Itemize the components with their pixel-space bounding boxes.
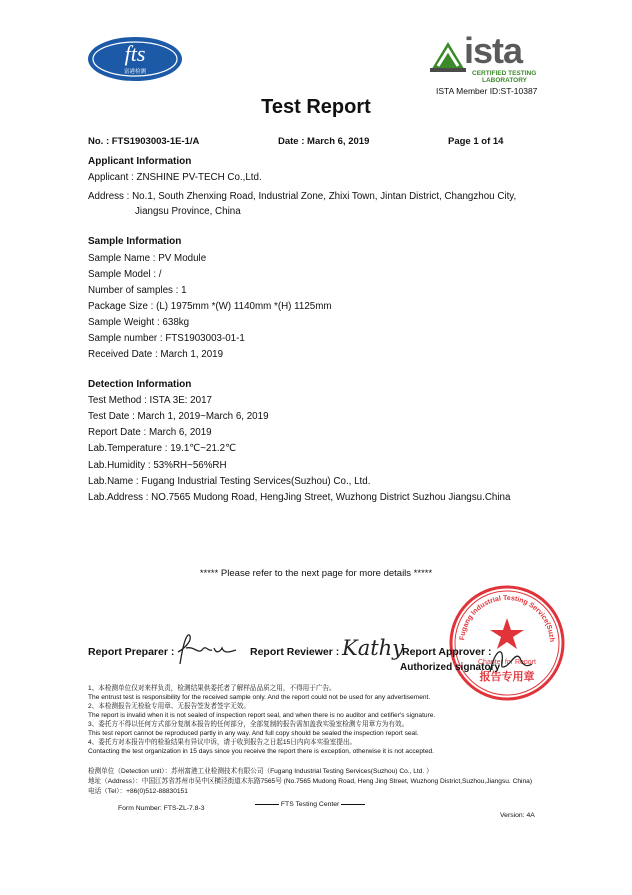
fts-logo	[86, 35, 184, 83]
lab-telephone: 电话（Tel）：+86(0)512-88830151	[88, 788, 188, 795]
detection-unit: 检测单位（Detection unit）：苏州富港工业检测技术有限公司（Fugang Industrial Testing Services(Suzhou) Co., Ltd. ）	[88, 768, 433, 775]
sample-line: Sample Model : /	[88, 269, 162, 280]
reviewer-label: Report Reviewer :	[250, 646, 340, 658]
lab-address: 地址（Address）：中国江苏省苏州市吴中区横泾街道木东路7565号 (No.7565 Mudong Road, Heng Jing Street, Wuzhong District,Suzhou,Jiangsu. China)	[88, 778, 533, 785]
approver-signature	[486, 646, 536, 681]
page-title: Test Report	[261, 96, 371, 118]
detection-line: Test Method : ISTA 3E: 2017	[88, 395, 212, 406]
ista-sub-line2: LABORATORY	[482, 77, 528, 84]
sample-heading: Sample Information	[88, 236, 182, 247]
ista-sub-line1: CERTIFIED TESTING	[472, 70, 537, 77]
testing-center	[255, 801, 365, 808]
official-seal	[448, 584, 566, 702]
sample-line: Package Size : (L) 1975mm *(W) 1140mm *(H) 1125mm	[88, 301, 332, 312]
seal-outer-text: Fugang Industrial Testing Service(Suzh	[459, 594, 556, 643]
applicant-address: Address : No.1, South Zhenxing Road, Industrial Zone, Zhixi Town, Jintan District, Changzhou City,	[88, 191, 517, 202]
detection-line: Lab.Address : NO.7565 Mudong Road, HengJing Street, Wuzhong District Suzhou Jiangsu.China	[88, 492, 511, 503]
sample-line: Sample Name : PV Module	[88, 253, 207, 264]
applicant-heading: Applicant Information	[88, 156, 192, 167]
seal-bottom-text: Chapter for Report	[478, 659, 536, 666]
page-number: Page 1 of 14	[448, 136, 504, 147]
sample-line: Sample Weight : 638kg	[88, 317, 190, 328]
note-line: 4、委托方对本报告中的检验结果有异议申诉，请于收到报告之日起15日内向本实验室提出。	[88, 739, 357, 746]
ista-logo-word: ista	[464, 30, 523, 71]
form-number: Form Number: FTS-ZL-7.8-3	[118, 805, 205, 812]
note-line: This test report cannot be reproduced partly in any way. And full copy should be sealed the inspection report seal.	[88, 730, 419, 737]
ista-member-id: ISTA Member ID:ST-10387	[436, 86, 538, 96]
version: Version: 4A	[500, 812, 535, 819]
note-line: 2、本检测报告无检验专用章、无报告签发者签字无效。	[88, 703, 250, 710]
next-page-note: ***** Please refer to the next page for more details *****	[199, 568, 433, 579]
sample-line: Sample number : FTS1903003-01-1	[88, 333, 245, 344]
report-date: Date : March 6, 2019	[278, 136, 370, 147]
note-line: 3、委托方不得以任何方式部分复制本报告的任何部分，全部复制的报告需加盖我实验室检测专用章方为有效。	[88, 721, 409, 728]
preparer-label: Report Preparer :	[88, 646, 175, 658]
fts-logo-subtext: 富港检测	[123, 69, 147, 75]
fts-logo-text: fts	[124, 41, 146, 66]
reviewer-signature: Kathy	[342, 636, 405, 660]
preparer-signature	[172, 628, 242, 673]
testing-center-label: FTS Testing Center	[280, 801, 340, 808]
applicant-name: Applicant : ZNSHINE PV-TECH Co.,Ltd.	[88, 172, 262, 183]
applicant-address-cont: Jiangsu Province, China	[135, 206, 241, 217]
note-line: The entrust test is responsibility for the received sample only. And the report could not be used for any advertisement.	[88, 694, 431, 701]
sample-line: Number of samples : 1	[88, 285, 187, 296]
authorized-signatory: Authorized signatory	[400, 662, 501, 673]
sample-line: Received Date : March 1, 2019	[88, 349, 224, 360]
note-line: Contacting the test organization in 15 days since you receive the report there is exception, otherwise it is not accepted.	[88, 748, 435, 755]
detection-line: Lab.Temperature : 19.1℃~21.2℃	[88, 443, 237, 454]
seal-star-icon	[490, 618, 524, 649]
report-number: No. : FTS1903003-1E-1/A	[88, 136, 200, 147]
detection-line: Test Date : March 1, 2019~March 6, 2019	[88, 411, 269, 422]
approver-label: Report Approver :	[402, 646, 492, 658]
note-line: The report is invalid when it is not sealed of inspection report seal, and when there is no auditor and cetifier's signature.	[88, 712, 436, 719]
note-line: 1、本检测单位仅对来样负责，检测结果供委托者了解样品品质之用，不得用于广告。	[88, 685, 336, 692]
ista-logo-sub	[472, 70, 536, 84]
seal-inner-text: 报告专用章	[479, 670, 535, 683]
ista-emblem-icon	[428, 40, 468, 74]
detection-line: Report Date : March 6, 2019	[88, 427, 212, 438]
detection-line: Lab.Humidity : 53%RH~56%RH	[88, 460, 227, 471]
detection-line: Lab.Name : Fugang Industrial Testing Services(Suzhou) Co., Ltd.	[88, 476, 371, 487]
detection-heading: Detection Information	[88, 379, 192, 390]
